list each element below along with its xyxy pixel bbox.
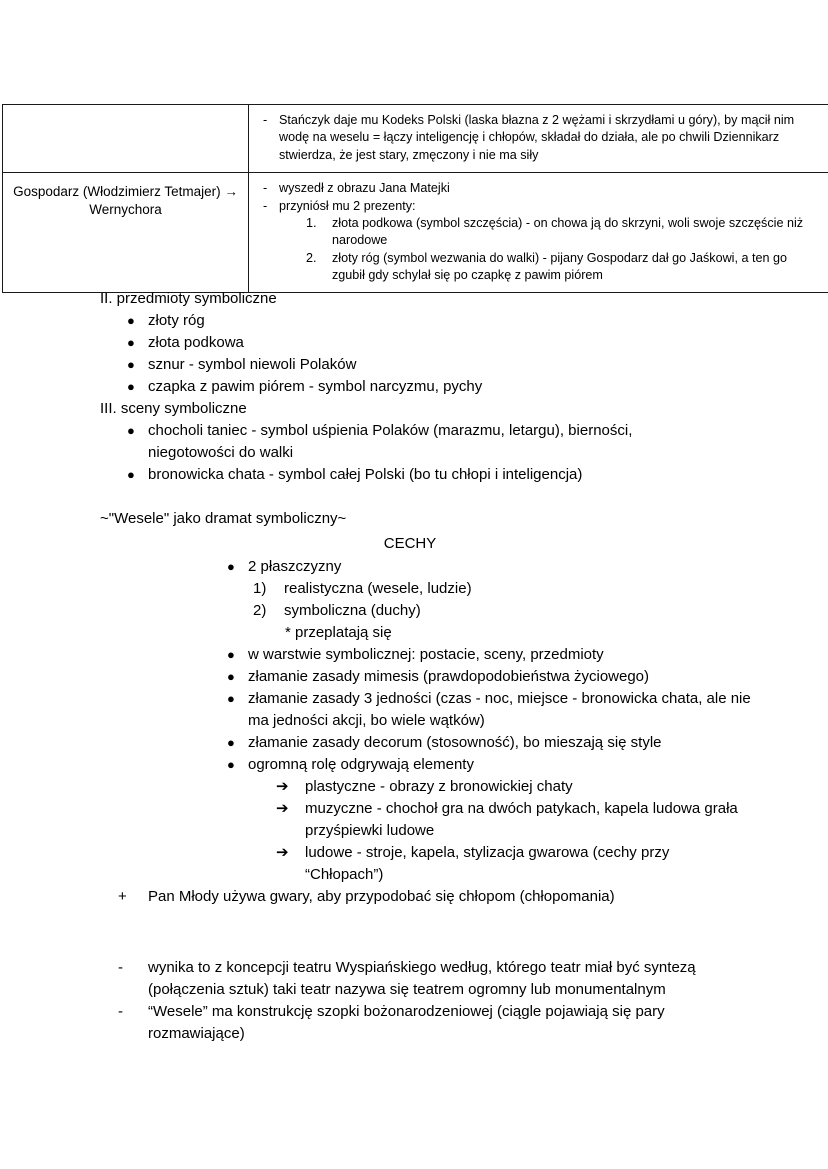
section-heading-iii: III. sceny symboliczne: [100, 400, 247, 418]
notes-table: [2, 104, 828, 293]
dash-marker: -: [263, 181, 268, 196]
list-item: [127, 310, 828, 332]
list-item: [227, 644, 828, 666]
subtitle-wesele: ~"Wesele" jako dramat symboliczny~: [100, 510, 347, 528]
list-item-text: złoty róg: [148, 312, 205, 330]
list-item-text: złamanie zasady 3 jedności (czas - noc, miejsce - bronowicka chata, ale nie ma jedności akcji, bo wiele wątków): [248, 689, 751, 729]
list-item: [227, 556, 828, 578]
list-item: [249, 112, 820, 164]
numbered-item: [253, 578, 828, 600]
list-item-text: 2 płaszczyzny: [248, 557, 342, 575]
list-item: [118, 1001, 828, 1045]
list-item-text: przyniósł mu 2 prezenty:: [279, 198, 416, 213]
list-item-text: wynika to z koncepcji teatru Wyspiańskiego według, którego teatr miał być syntezą (połączenia sztuk) taki teatr nazywa się teatrem ogromny lub monumentalnym: [148, 959, 696, 999]
list-item-text: Pan Młody używa gwary, aby przypodobać się chłopom (chłopomania): [148, 888, 615, 906]
list-item: [127, 464, 828, 486]
list-item: [127, 354, 828, 376]
numbered-item-text: złoty róg (symbol wezwania do walki) - pijany Gospodarz dał go Jaśkowi, a ten go zgubił gdy schylał się po czapkę z pawim piórem: [332, 250, 787, 282]
number-marker: 1.: [306, 215, 317, 230]
list-item-text: chocholi taniec - symbol uśpienia Polaków (marazmu, letargu), bierności, niegotowości do walki: [148, 422, 633, 462]
arrow-right-icon: ➔: [276, 777, 289, 795]
list-item-text: “Wesele” ma konstrukcję szopki bożonarodzeniowej (ciągle pojawiają się pary rozmawiające): [148, 1003, 665, 1043]
dash-marker: -: [118, 959, 123, 976]
bullet-icon: ●: [227, 690, 235, 706]
list-item: [249, 198, 820, 215]
star-note: * przeplatają się: [285, 623, 392, 641]
list-item-text: w warstwie symbolicznej: postacie, sceny, przedmioty: [248, 645, 604, 663]
plus-marker: +: [118, 888, 127, 906]
number-marker: 2): [253, 601, 267, 619]
bullet-icon: ●: [227, 734, 235, 750]
numbered-item-text: symboliczna (duchy): [284, 601, 421, 619]
list-item: [118, 886, 828, 908]
description-content: [249, 173, 828, 292]
number-marker: 1): [253, 579, 267, 597]
list-item: [227, 732, 828, 754]
numbered-item: [306, 215, 820, 250]
list-item: [127, 332, 828, 354]
outline-body: [0, 288, 828, 908]
list-item: [127, 420, 828, 464]
bullet-icon: ●: [127, 379, 135, 395]
cechy-title: CECHY: [383, 535, 437, 553]
table-row: [3, 173, 828, 293]
list-item-text: plastyczne - obrazy z bronowickiej chaty: [305, 777, 573, 795]
bullet-icon: ●: [127, 467, 135, 483]
numbered-item-text: realistyczna (wesele, ludzie): [284, 579, 472, 597]
table-cell-description: [249, 173, 828, 293]
list-item: [276, 842, 828, 886]
list-item-text: ludowe - stroje, kapela, stylizacja gwarowa (cechy przy “Chłopach”): [305, 844, 670, 884]
arrow-right-icon: ➔: [276, 800, 289, 818]
list-item: [249, 180, 820, 197]
table-row: [3, 105, 828, 173]
list-item-text: sznur - symbol niewoli Polaków: [148, 356, 357, 374]
dash-marker: -: [263, 113, 268, 127]
list-item: [227, 666, 828, 688]
list-item-text: czapka z pawim piórem - symbol narcyzmu, pychy: [148, 378, 483, 396]
bullet-icon: ●: [227, 558, 235, 574]
table-cell-description: [249, 105, 828, 173]
table-cell-character: [3, 105, 249, 173]
list-item: [276, 776, 828, 798]
bullet-icon: ●: [227, 668, 235, 684]
dash-marker: -: [118, 1003, 123, 1021]
list-item: [227, 688, 828, 732]
number-marker: 2.: [306, 250, 317, 265]
bullet-icon: ●: [127, 335, 135, 351]
notes-table-container: [2, 104, 826, 293]
list-item-text: złamanie zasady mimesis (prawdopodobieństwa życiowego): [248, 667, 650, 685]
list-item-text: bronowicka chata - symbol całej Polski (bo tu chłopi i inteligencja): [148, 466, 583, 484]
numbered-item: [253, 600, 828, 622]
list-item: [227, 754, 828, 776]
list-item-text: złamanie zasady decorum (stosowność), bo mieszają się style: [248, 733, 662, 751]
list-item: [276, 798, 828, 842]
bullet-icon: ●: [227, 646, 235, 662]
bullet-icon: ●: [127, 313, 135, 329]
list-item-text: Stańczyk daje mu Kodeks Polski (laska błazna z 2 wężami i skrzydłami u góry), by mącił nim wodę na weselu = łączy inteligencję i chłopów, składał do działa, ale po chwili Dziennikarz stwierdza, że jest stary, zmęczony i nie ma siły: [279, 113, 795, 162]
list-item: [118, 957, 828, 1001]
list-item: [127, 376, 828, 398]
description-content: [249, 105, 828, 172]
character-name: Gospodarz (Włodzimierz Tetmajer) → Wernychora: [13, 184, 238, 217]
bullet-icon: ●: [227, 756, 235, 772]
list-item-text: złota podkowa: [148, 334, 244, 352]
section-heading-ii: II. przedmioty symboliczne: [100, 290, 277, 307]
list-item-text: ogromną rolę odgrywają elementy: [248, 755, 474, 773]
arrow-right-icon: ➔: [276, 844, 289, 862]
bullet-icon: ●: [127, 423, 135, 439]
dash-marker: -: [263, 198, 268, 213]
closing-notes: [0, 957, 828, 1045]
list-item-text: wyszedł z obrazu Jana Matejki: [279, 181, 450, 196]
table-cell-character: [3, 173, 249, 293]
bullet-icon: ●: [127, 357, 135, 373]
numbered-item-text: złota podkowa (symbol szczęścia) - on chowa ją do skrzyni, woli swoje szczęście niż narodowe: [332, 215, 804, 248]
list-item-text: muzyczne - chochoł gra na dwóch patykach, kapela ludowa grała przyśpiewki ludowe: [305, 800, 738, 840]
numbered-item: [306, 250, 820, 285]
character-name: [3, 105, 248, 121]
